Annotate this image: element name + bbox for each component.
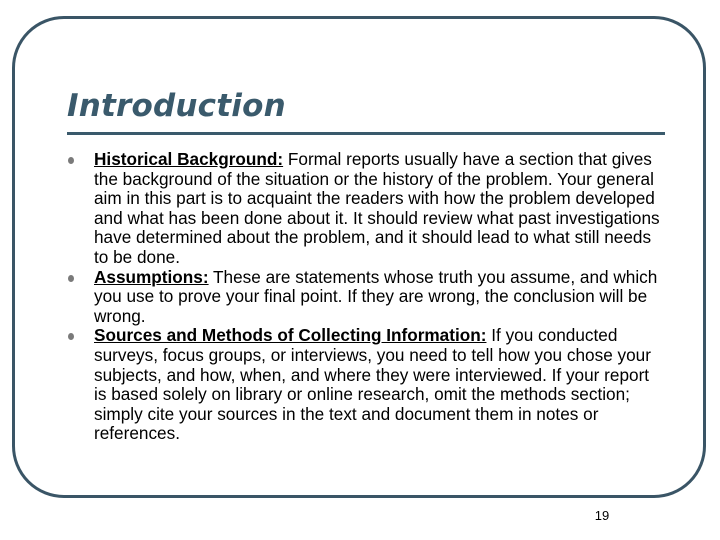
- bullet-heading: Assumptions:: [94, 266, 209, 287]
- bullet-heading: Sources and Methods of Collecting Information:: [94, 325, 487, 346]
- title-underline-rule: [67, 132, 665, 135]
- bullet-item-assumptions: [66, 268, 666, 327]
- bullet-dot-icon: [68, 333, 74, 340]
- bullet-text: If you conducted surveys, focus groups, or interviews, you need to tell how you chose your subjects, and how, when, and where they were interviewed. If your report is based solely on library or online research, omit the methods section; simply cite your sources in the text and document them in notes or references.: [94, 325, 651, 444]
- bullet-list: [66, 150, 666, 444]
- bullet-heading: Historical Background:: [94, 149, 284, 169]
- page-number: 19: [594, 508, 610, 523]
- slide-title: Introduction: [67, 88, 286, 124]
- bullet-item-sources-and-methods: [66, 326, 666, 444]
- bullet-text: Formal reports usually have a section that gives the background of the situation or the history of the problem. Your general aim in this part is to acquaint the readers with how the problem developed and what has been done about it. It should review what past investigations have determined about the problem, and it should lead to what still needs to be done.: [94, 149, 660, 267]
- bullet-dot-icon: [68, 275, 74, 282]
- bullet-dot-icon: [68, 157, 74, 164]
- bullet-text: These are statements whose truth you assume, and which you use to prove your final point. If they are wrong, the conclusion will be wrong.: [94, 266, 658, 326]
- bullet-item-historical-background: [66, 150, 666, 268]
